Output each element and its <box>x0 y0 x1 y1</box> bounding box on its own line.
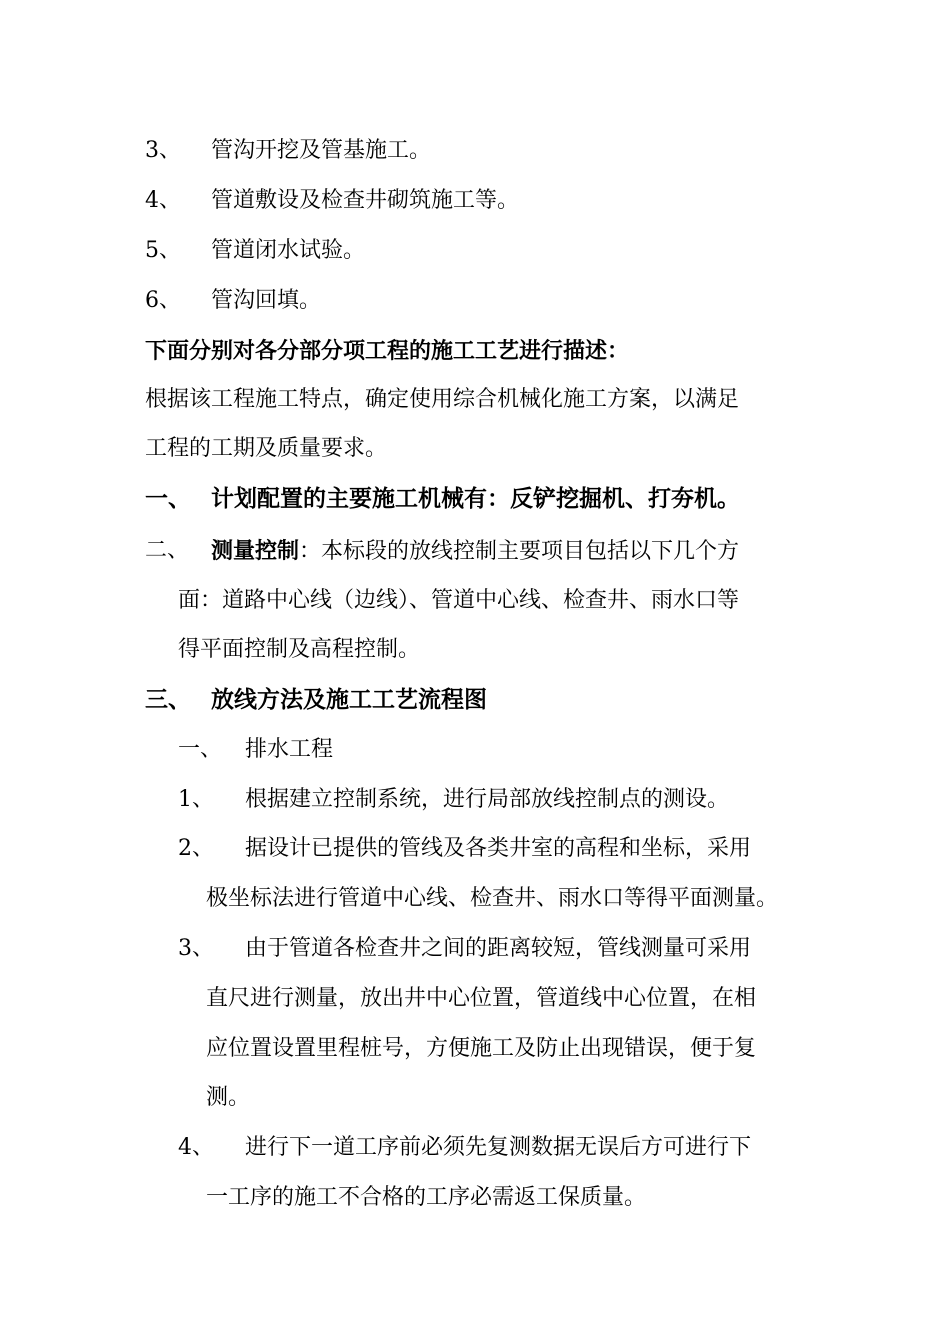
section-label: 测量控制 <box>211 538 300 564</box>
list-text: 管沟开挖及管基施工。 <box>211 138 432 163</box>
list-text: 根据建立控制系统，进行局部放线控制点的测设。 <box>245 787 730 812</box>
subsection-number: 一、 <box>178 737 223 762</box>
list-number: 1、 <box>178 787 214 812</box>
list-text-line: 直尺进行测量，放出井中心位置，管道线中心位置，在相 <box>206 986 757 1011</box>
list-text-line: 应位置设置里程桩号，方便施工及防止出现错误，便于复 <box>206 1036 757 1061</box>
list-number: 2、 <box>178 836 214 861</box>
list-text: 管道闭水试验。 <box>211 238 366 263</box>
subsection-title: 排水工程 <box>245 737 334 762</box>
intro-paragraph-line: 根据该工程施工特点，确定使用综合机械化施工方案，以满足 <box>145 387 740 412</box>
list-text: 管沟回填。 <box>211 288 322 313</box>
list-number: 5、 <box>145 238 181 263</box>
section-text-line: 得平面控制及高程控制。 <box>178 637 421 662</box>
section-text-line: 面：道路中心线（边线）、管道中心线、检查井、雨水口等 <box>178 588 740 613</box>
intro-paragraph-line: 工程的工期及质量要求。 <box>145 436 388 461</box>
section-title: 放线方法及施工工艺流程图 <box>211 686 487 713</box>
section-number: 三、 <box>145 686 191 713</box>
section-number: 二、 <box>145 538 190 563</box>
list-text: 管道敷设及检查井砌筑施工等。 <box>211 188 520 213</box>
section-number: 一、 <box>145 485 191 512</box>
list-text-line: 一工序的施工不合格的工序必需返工保质量。 <box>206 1185 647 1210</box>
list-number: 3、 <box>178 936 214 961</box>
list-text-line: 极坐标法进行管道中心线、检查井、雨水口等得平面测量。 <box>206 886 779 911</box>
list-text: 进行下一道工序前必须先复测数据无误后方可进行下 <box>245 1135 752 1160</box>
list-number: 4、 <box>178 1135 214 1160</box>
section-title: 计划配置的主要施工机械有：反铲挖掘机、打夯机。 <box>211 485 740 512</box>
list-number: 6、 <box>145 288 181 313</box>
list-number: 4、 <box>145 188 181 213</box>
list-text: 据设计已提供的管线及各类井室的高程和坐标，采用 <box>245 836 752 861</box>
list-text: 由于管道各检查井之间的距离较短，管线测量可采用 <box>245 936 752 961</box>
list-text-line: 测。 <box>206 1085 251 1110</box>
list-number: 3、 <box>145 138 181 163</box>
section-text: ：本标段的放线控制主要项目包括以下几个方 <box>299 539 740 564</box>
intro-heading: 下面分别对各分部分项工程的施工工艺进行描述： <box>145 338 630 364</box>
